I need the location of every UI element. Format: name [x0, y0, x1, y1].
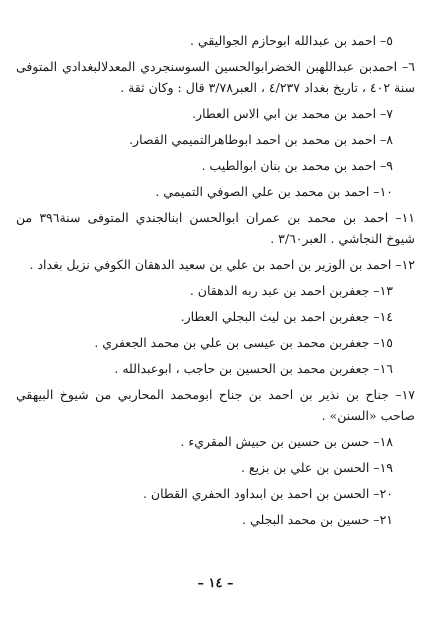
entry-18: ١٨– حسن بن حسين بن حبيش المقريء .: [180, 434, 393, 449]
entry-8: ٨– احمد بن محمد بن احمد ابوطاهرالتميمي القصار.: [129, 132, 393, 147]
entry-11: ١١– احمد بن محمد بن عمران ابوالحسن ابنالجندي المتوفى سنة٣٩٦ من شيوخ النجاشي . العبر٣/٦٠ .: [16, 210, 415, 246]
entry-6: ٦– احمدبن عبداللهبن الخضرابوالحسين السوسنجردي المعدلالبغدادي المتوفى سنة ٤٠٢ ، تاريخ بغداد ٤/٢٣٧ ، العبر٣/٧٨ قال : وكان ثقة .: [16, 59, 415, 95]
entry-17: ١٧– جناح بن نذير بن احمد بن جناح ابومحمد المحاربي من شيوخ البيهقي صاحب «السنن» .: [16, 387, 415, 423]
entry-19: ١٩– الحسن بن علي بن بزيع .: [240, 460, 393, 475]
entry-20: ٢٠– الحسن بن احمد بن ابىداود الحفري القطان .: [142, 486, 393, 501]
entry-14: ١٤– جعفربن احمد بن ليث البجلي العطار.: [180, 309, 393, 324]
entry-12: ١٢– احمد بن الوزير بن احمد بن علي بن سعيد الدهقان الكوفي نزيل بغداد .: [29, 257, 415, 272]
page-number: – ١٤ –: [197, 576, 234, 591]
entry-16: ١٦– جعفربن محمد بن الحسين بن حاجب ، ابوعبدالله .: [114, 361, 393, 376]
entry-5: ٥– احمد بن عبدالله ابوحازم الجواليقي .: [189, 33, 393, 48]
entry-7: ٧– احمد بن محمد بن ابي الاس العطار.: [192, 106, 393, 121]
entry-13: ١٣– جعفربن احمد بن عبد ربه الدهقان .: [189, 283, 393, 298]
entry-10: ١٠– احمد بن محمد بن علي الصوفي التميمي .: [155, 184, 393, 199]
entry-15: ١٥– جعفربن محمد بن عيسى بن علي بن محمد الجعفري .: [94, 335, 393, 350]
entry-9: ٩– احمد بن محمد بن بنان ابوالطيب .: [201, 158, 393, 173]
entry-21: ٢١– حسين بن محمد البجلي .: [242, 512, 393, 527]
